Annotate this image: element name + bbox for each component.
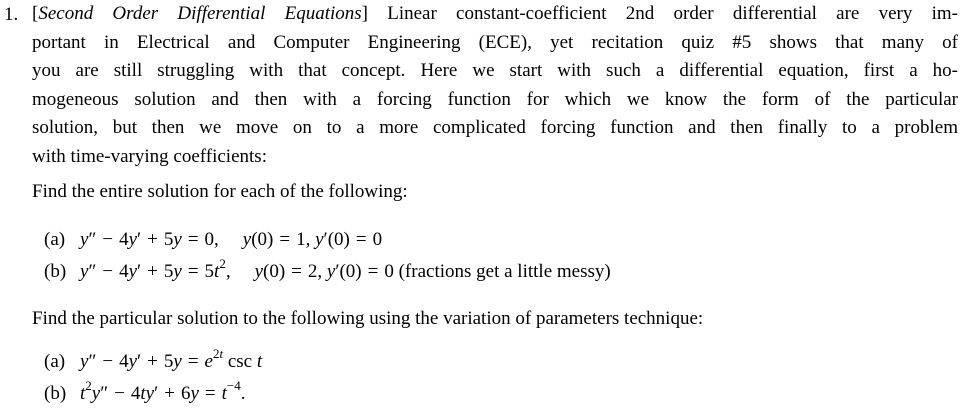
part-note: (fractions get a little messy) — [398, 261, 611, 282]
section2-part-b: (b) $t^2y'' - 4ty' + 6y = t^{-4}$. — [44, 381, 245, 407]
section1-part-b: (b) $y'' - 4y' + 5y = 5t^2$, y(0) = 2, y′(0) = 0 (fractions get a little messy) — [44, 259, 611, 285]
problem-number: 1. — [4, 4, 19, 25]
intro-line-1: [Second Order Differential Equations] Linear constant-coefficient 2nd order differential are very im- — [32, 3, 958, 24]
problem-intro — [32, 0, 958, 171]
intro-line-4: mogeneous solution and then with a forcing function for which we know the form of the particular — [32, 88, 958, 110]
section2-heading: Find the particular solution to the following using the variation of parameters technique: — [32, 308, 704, 329]
section2-part-a: (a) $y'' - 4y' + 5y = e^{2t}$ csc t — [44, 349, 262, 375]
part-label: (b) — [44, 383, 67, 404]
intro-line-6: with time-varying coefficients: — [32, 145, 267, 167]
part-label: (b) — [44, 261, 67, 282]
part-label: (a) — [44, 229, 66, 250]
intro-line-5: solution, but then we move on to a more complicated forcing function and then finally to a problem — [32, 117, 958, 138]
section1-part-a: (a) y″ − 4y′ + 5y = 0, y(0) = 1, y′(0) = 0 — [44, 227, 382, 253]
intro-title: Second Order Differential Equations — [38, 3, 362, 24]
intro-line-2: portant in Electrical and Computer Engineering (ECE), yet recitation quiz #5 shows that many of — [32, 31, 958, 53]
intro-line-3: you are still struggling with that concept. Here we start with such a differential equation, first a ho- — [32, 60, 958, 81]
section1-heading: Find the entire solution for each of the following: — [32, 181, 408, 202]
part-label: (a) — [44, 351, 66, 372]
